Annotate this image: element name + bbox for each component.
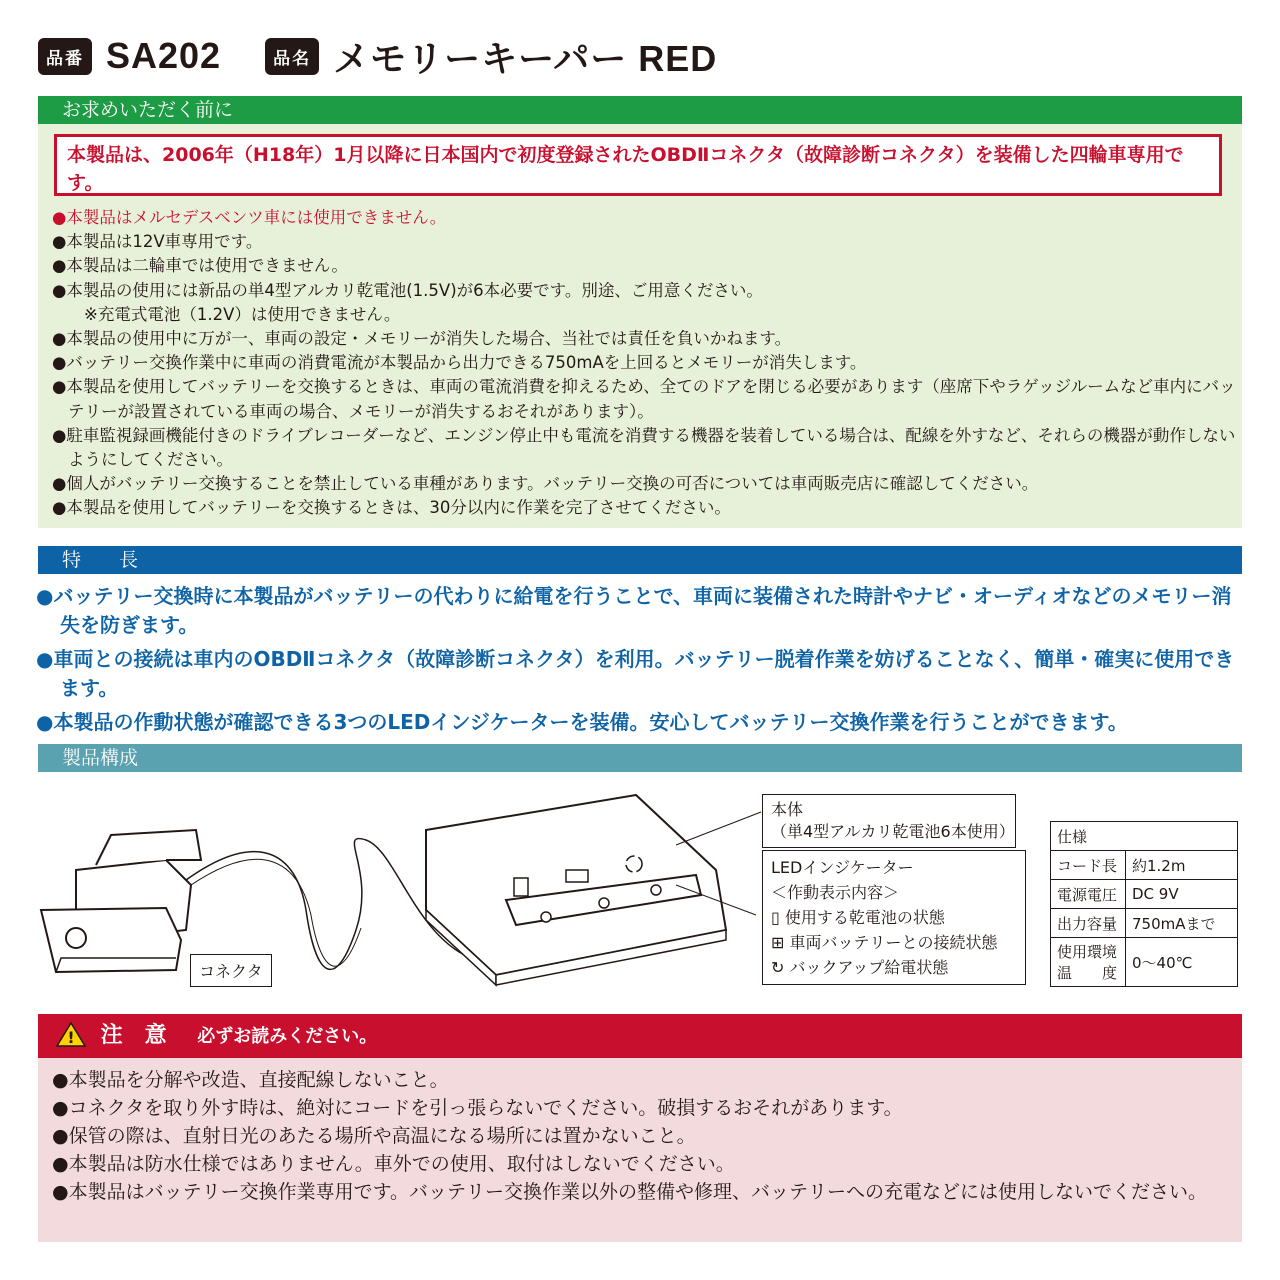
spec-title: 仕様 [1051,822,1238,851]
table-row: 電源電圧 DC 9V [1051,880,1238,909]
led-item-backup: ↻ バックアップ給電状態 [771,958,949,977]
section-caution [38,1014,1242,1058]
list-item: ●本製品は二輪車では使用できません。 [52,256,348,276]
list-item: ●本製品の使用には新品の単4型アルカリ乾電池(1.5V)が6本必要です。別途、ご用意ください。 [52,280,763,300]
spec-table [1050,821,1238,987]
product-code: SA202 [106,35,222,76]
table-row: 出力容量 750mAまで [1051,909,1238,938]
caution-list [52,1066,1232,1206]
table-row: コード長 約1.2m [1051,851,1238,880]
list-item: ●保管の際は、直射日光のあたる場所や高温になる場所には置かないこと。 [52,1125,696,1147]
alert-box: 本製品は、2006年（H18年）1月以降に日本国内で初度登録されたOBDⅡコネクタ（故障診断コネクタ）を装備した四輪車専用です。 [54,134,1222,196]
connector-drawing [41,830,201,972]
header [38,35,761,79]
list-item: ●本製品を使用してバッテリーを交換するときは、車両の電流消費を抑えるため、全てのドアを閉じる必要があります（座席下やラゲッジルームなど車内にバッテリーが設置されている車両の場合、メモリーが消失するおそれがあります）。 [52,377,1236,421]
list-item: ●バッテリー交換作業中に車両の消費電流が本製品から出力できる750mAを上回るとメモリーが消失します。 [52,353,867,373]
section-features [38,546,1242,574]
body-label: 本体 [771,800,804,819]
list-item: ●車両との接続は車内のOBDⅡコネクタ（故障診断コネクタ）を利用。バッテリー脱着作業を妨げることなく、簡単・確実に使用できます。 [36,647,1235,700]
car-battery-icon: ⊞ [771,933,785,952]
main-body-drawing [426,795,761,985]
list-item: ●本製品の作動状態が確認できる3つのLEDインジケーターを装備。安心してバッテリー交換作業を行うことができます。 [36,710,1128,734]
list-item: ●駐車監視録画機能付きのドライブレコーダーなど、エンジン停止中も電流を消費する機器を装着している場合は、配線を外すなど、それらの機器が動作しないようにしてください。 [52,425,1236,470]
section-title: お求めいただく前に [62,99,234,121]
name-tag: 品名 [265,38,319,75]
list-item: ●本製品を分解や改造、直接配線しないこと。 [52,1069,449,1091]
table-row: 使用環境温 度 0〜40℃ [1051,938,1238,987]
list-item: ●本製品の使用中に万が一、車両の設定・メモリーが消失した場合、当社では責任を負いかねます。 [52,329,792,349]
led-title: LEDインジケーター [771,858,914,877]
body-sublabel: （単4型アルカリ乾電池6本使用） [771,822,1015,841]
list-item: ●バッテリー交換時に本製品がバッテリーの代わりに給電を行うことで、車両に装備された時計やナビ・オーディオなどのメモリー消失を防ぎます。 [36,584,1232,637]
caution-title: 注 意 [100,1023,167,1048]
body-label-box [762,794,1016,848]
features-list [36,582,1246,742]
refresh-icon: ↻ [771,958,785,977]
caution-subtitle: 必ずお読みください。 [197,1026,378,1047]
notes-list [52,206,1236,521]
list-item: ●本製品は防水仕様ではありません。車外での使用、取付はしないでください。 [52,1153,735,1175]
section-title: 製品構成 [62,747,139,769]
section-composition [38,744,1242,772]
led-item-connection: ⊞ 車両バッテリーとの接続状態 [771,933,998,952]
list-item: ※充電式電池（1.2V）は使用できません。 [84,304,401,324]
list-item: ●本製品は12V車専用です。 [52,232,263,252]
led-item-battery: ▯ 使用する乾電池の状態 [771,908,945,927]
product-name: メモリーキーパー RED [333,37,718,79]
section-title: 特 長 [62,549,139,571]
section-before-purchase [38,96,1242,124]
list-item: ●コネクタを取り外す時は、絶対にコードを引っ張らないでください。破損するおそれがあります。 [52,1097,903,1119]
svg-text:!: ! [67,1028,75,1047]
battery-icon: ▯ [771,908,780,927]
warning-icon [38,1025,93,1047]
list-item: ●本製品はバッテリー交換作業専用です。バッテリー交換作業以外の整備や修理、バッテリーへの充電などには使用しないでください。 [52,1181,1208,1203]
list-item: ●本製品はメルセデスベンツ車には使用できません。 [52,208,447,227]
list-item: ●個人がバッテリー交換することを禁止している車種があります。バッテリー交換の可否については車両販売店に確認してください。 [52,474,1039,494]
connector-label: コネクタ [190,954,272,987]
code-tag: 品番 [38,38,92,75]
led-label-box [762,850,1026,985]
list-item: ●本製品を使用してバッテリーを交換するときは、30分以内に作業を完了させてください。 [52,498,731,518]
led-subtitle: ＜作動表示内容＞ [771,883,900,902]
